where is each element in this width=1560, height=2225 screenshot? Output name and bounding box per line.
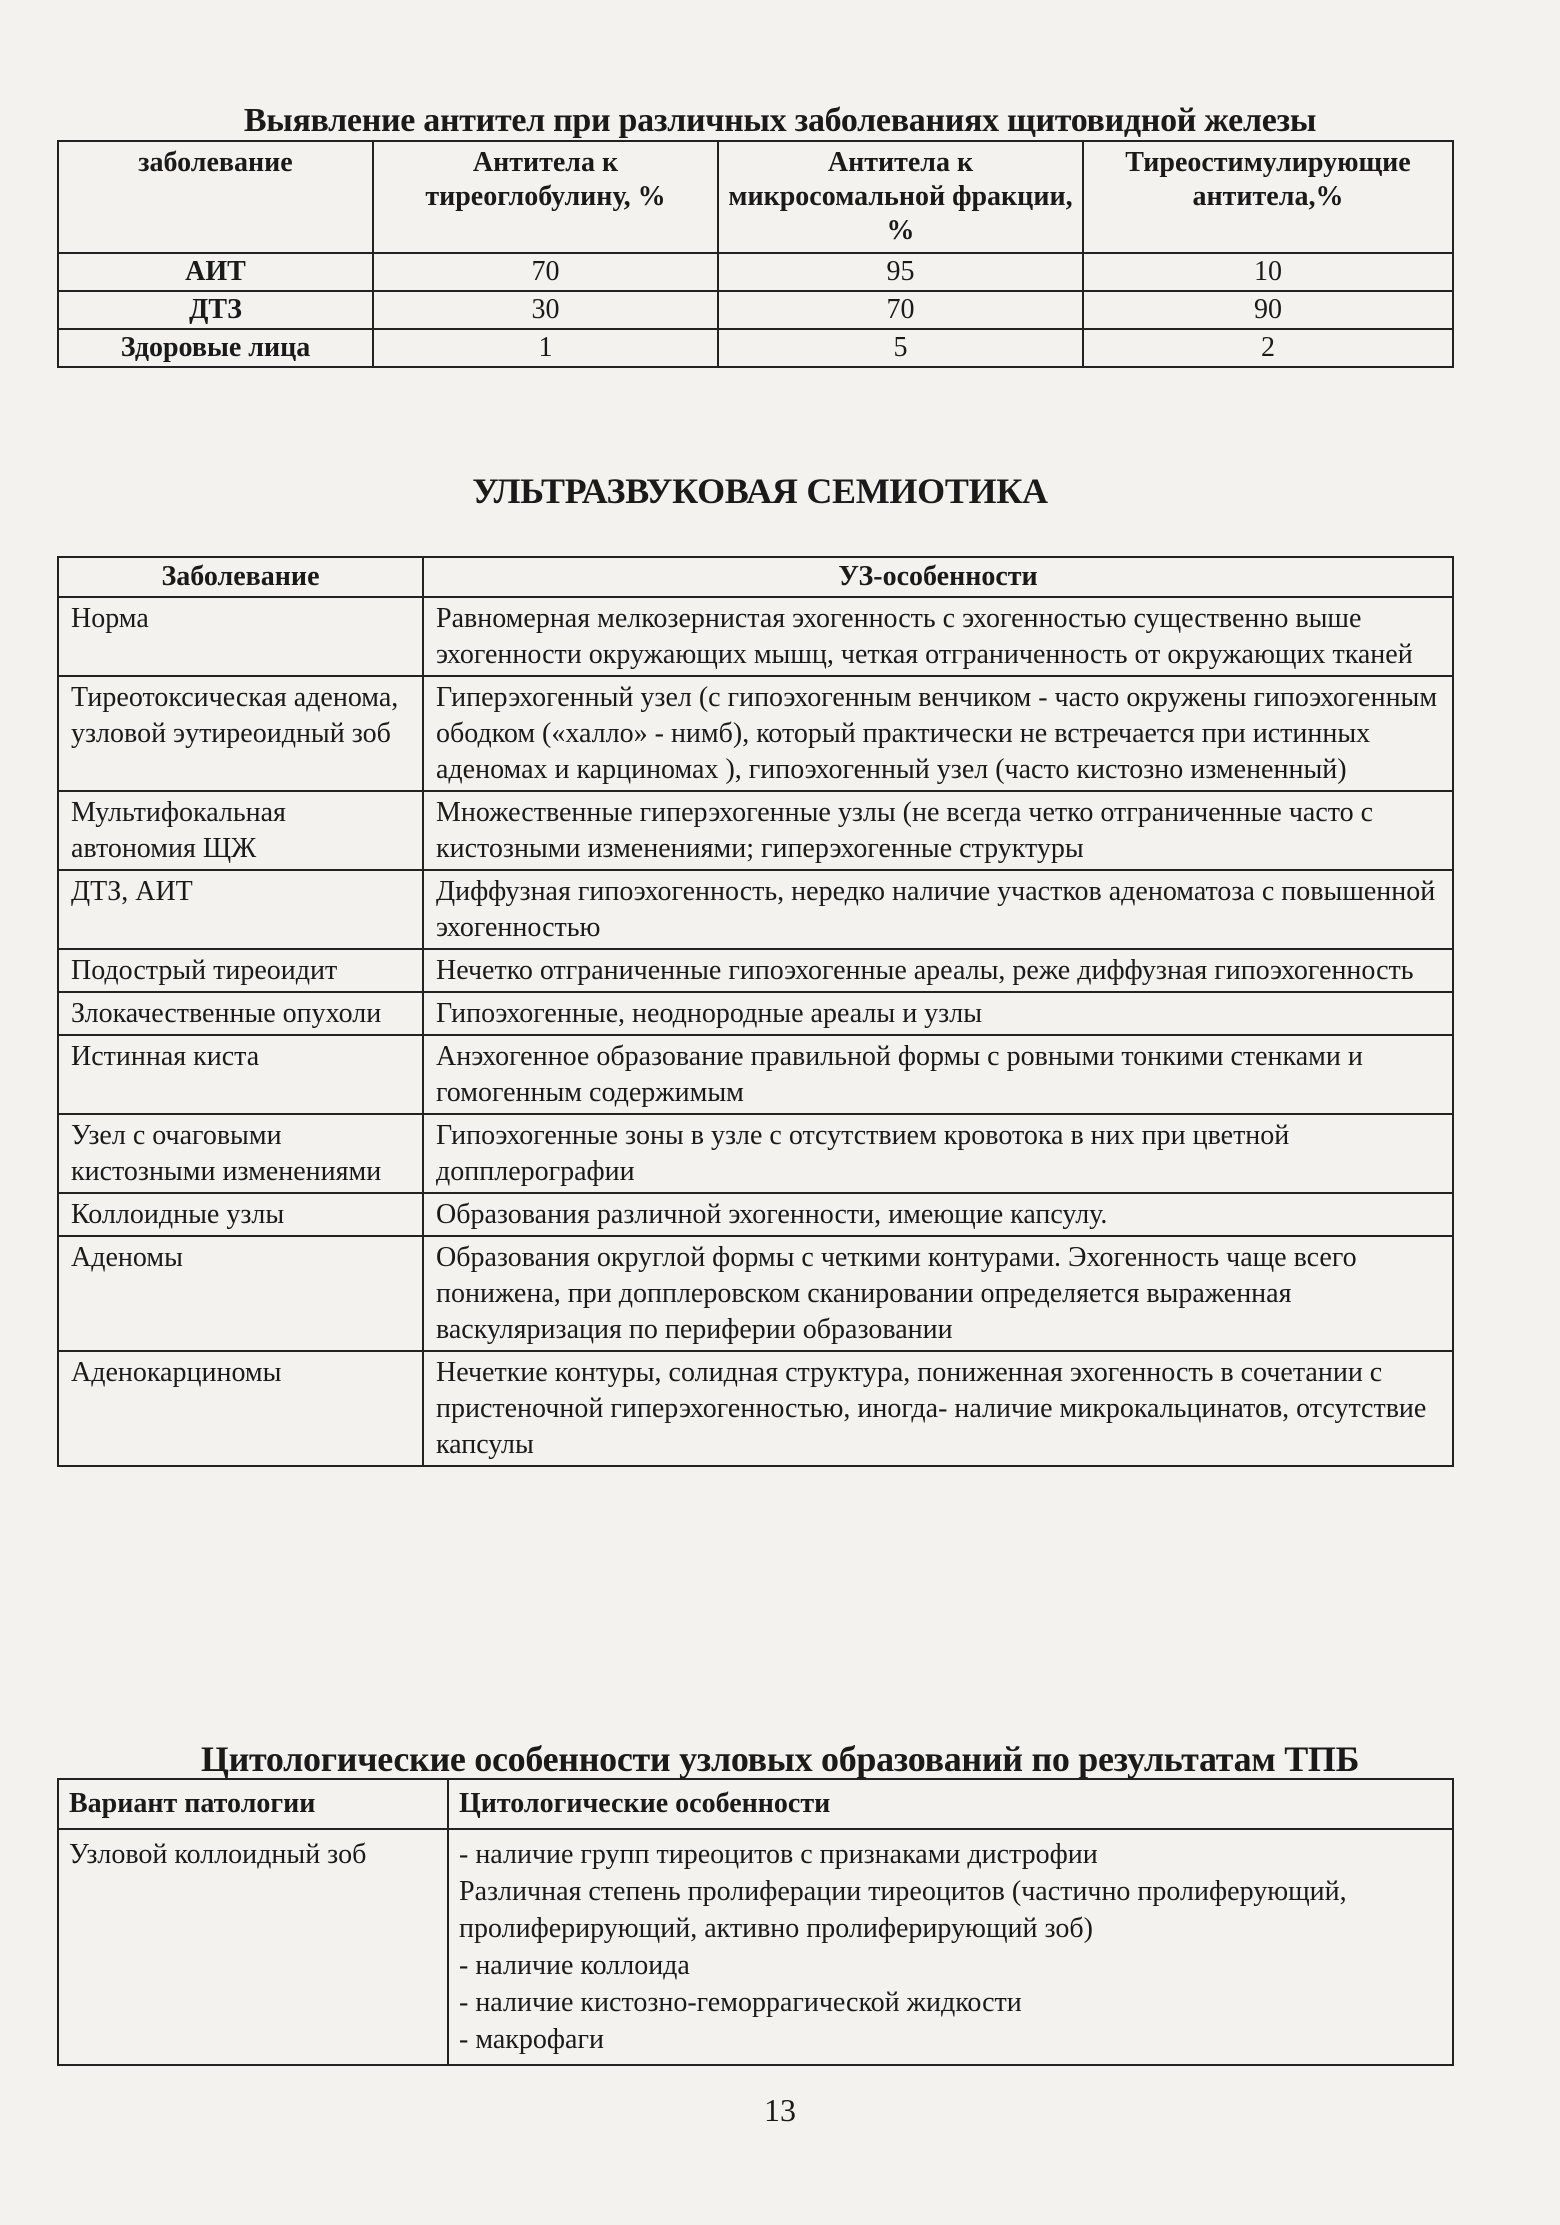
table-row <box>58 1236 1453 1351</box>
row-label: Мультифокальная автономия ЩЖ <box>58 791 423 870</box>
table-row <box>58 1193 1453 1236</box>
table-cell: 1 <box>373 329 718 367</box>
header-cell: Заболевание <box>58 557 423 597</box>
ultrasound-table-header <box>58 557 1453 597</box>
row-label: Норма <box>58 597 423 676</box>
antibody-table-header <box>58 141 1453 253</box>
table-row <box>58 676 1453 791</box>
table-row <box>58 291 1453 329</box>
table-cell: Образования различной эхогенности, имеющие капсулу. <box>423 1193 1453 1236</box>
list-item: Различная степень пролиферации тиреоцитов (частично пролиферующий, пролиферирующий, активно пролиферирующий зоб) <box>459 1876 1347 1944</box>
header-cell: Тиреостимулирующие антитела,% <box>1083 141 1453 253</box>
table-cell: Образования округлой формы с четкими контурами. Эхогенность чаще всего понижена, при допплеровском сканировании определяется выраженная васкуляризация по периферии образовании <box>423 1236 1453 1351</box>
table-row <box>58 1035 1453 1114</box>
header-cell: УЗ-особенности <box>423 557 1453 597</box>
table-row <box>58 1351 1453 1466</box>
list-item: - наличие коллоида <box>459 1950 690 1981</box>
list-item: - наличие групп тиреоцитов с признаками дистрофии <box>459 1839 1098 1870</box>
header-cell: Антитела к тиреоглобулину, % <box>373 141 718 253</box>
table-row <box>58 329 1453 367</box>
row-label: Узел с очаговыми кистозными изменениями <box>58 1114 423 1193</box>
header-cell: Цитологические особенности <box>448 1779 1453 1829</box>
row-label: Узловой коллоидный зоб <box>58 1829 448 2065</box>
table-cell: Гипоэхогенные, неоднородные ареалы и узлы <box>423 992 1453 1035</box>
row-label: Аденокарциномы <box>58 1351 423 1466</box>
table-cell: 90 <box>1083 291 1453 329</box>
table-cell <box>448 1829 1453 2065</box>
table-row <box>58 870 1453 949</box>
cytology-table-header <box>58 1779 1453 1829</box>
antibody-table-title: Выявление антител при различных заболеваниях щитовидной железы <box>243 102 1317 139</box>
table-cell: Нечеткие контуры, солидная структура, пониженная эхогенность в сочетании с пристеночной гиперэхогенностью, иногда- наличие микрокальцинатов, отсутствие капсулы <box>423 1351 1453 1466</box>
table-cell: Диффузная гипоэхогенность, нередко наличие участков аденоматоза с повышенной эхогенностью <box>423 870 1453 949</box>
table-cell: 10 <box>1083 253 1453 291</box>
cytology-title: Цитологические особенности узловых образований по результатам ТПБ <box>200 1739 1360 1779</box>
table-cell: Нечетко отграниченные гипоэхогенные ареалы, реже диффузная гипоэхогенность <box>423 949 1453 992</box>
table-row <box>58 1114 1453 1193</box>
antibody-table <box>57 140 1454 368</box>
row-label: Аденомы <box>58 1236 423 1351</box>
list-item: - макрофаги <box>459 2024 604 2055</box>
ultrasound-title: УЛЬТРАЗВУКОВАЯ СЕМИОТИКА <box>472 471 1048 511</box>
row-label: Коллоидные узлы <box>58 1193 423 1236</box>
table-cell: 70 <box>373 253 718 291</box>
table-row <box>58 992 1453 1035</box>
row-label: Тиреотоксическая аденома, узловой эутиреоидный зоб <box>58 676 423 791</box>
list-item: - наличие кистозно-геморрагической жидкости <box>459 1987 1022 2018</box>
table-cell: Множественные гиперэхогенные узлы (не всегда четко отграниченные часто с кистозными изменениями; гиперэхогенные структуры <box>423 791 1453 870</box>
table-row <box>58 597 1453 676</box>
header-cell: Вариант патологии <box>58 1779 448 1829</box>
table-cell: 5 <box>718 329 1083 367</box>
table-cell: Анэхогенное образование правильной формы с ровными тонкими стенками и гомогенным содержимым <box>423 1035 1453 1114</box>
table-cell: 70 <box>718 291 1083 329</box>
table-cell: 95 <box>718 253 1083 291</box>
table-row <box>58 791 1453 870</box>
row-label: Здоровые лица <box>58 329 373 367</box>
table-cell: Гиперэхогенный узел (с гипоэхогенным венчиком - часто окружены гипоэхогенным ободком («халло» - нимб), который практически не встречается при истинных аденомах и карциномах ), гипоэхогенный узел (часто кистозно измененный) <box>423 676 1453 791</box>
table-cell: Равномерная мелкозернистая эхогенность с эхогенностью существенно выше эхогенности окружающих мышц, четкая отграниченность от окружающих тканей <box>423 597 1453 676</box>
row-label: Истинная киста <box>58 1035 423 1114</box>
row-label: Злокачественные опухоли <box>58 992 423 1035</box>
table-cell: Гипоэхогенные зоны в узле с отсутствием кровотока в них при цветной допплерографии <box>423 1114 1453 1193</box>
cytology-table <box>57 1778 1454 2066</box>
header-cell: Антитела к микросомальной фракции, % <box>718 141 1083 253</box>
row-label: Подострый тиреоидит <box>58 949 423 992</box>
table-cell: 2 <box>1083 329 1453 367</box>
table-cell: 30 <box>373 291 718 329</box>
page-number: 13 <box>764 2092 796 2128</box>
table-row <box>58 253 1453 291</box>
header-cell: заболевание <box>58 141 373 253</box>
ultrasound-table <box>57 556 1454 1467</box>
table-row <box>58 1829 1453 2065</box>
row-label: ДТЗ <box>58 291 373 329</box>
table-row <box>58 949 1453 992</box>
row-label: АИТ <box>58 253 373 291</box>
row-label: ДТЗ, АИТ <box>58 870 423 949</box>
